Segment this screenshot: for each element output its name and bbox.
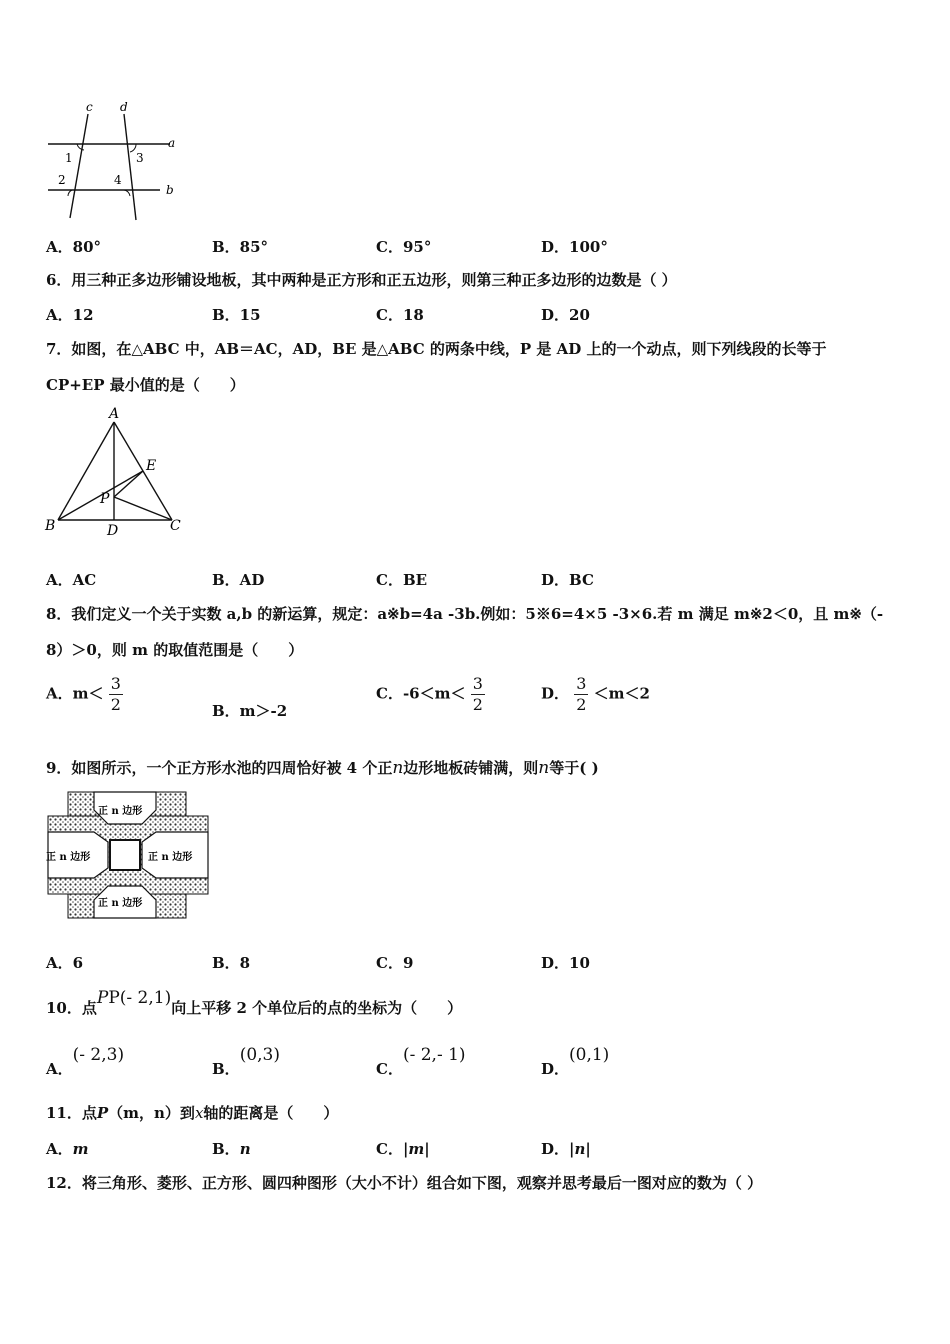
label-1: 1 [65, 151, 73, 165]
tile-label-bottom: 正 n 边形 [98, 898, 143, 909]
q6-option-c[interactable]: C．18 [376, 306, 424, 324]
label-P: P [100, 491, 110, 507]
q10-option-d[interactable]: D．(0,1) [541, 1045, 610, 1078]
label-2: 2 [58, 173, 66, 187]
q9-option-d[interactable]: D．10 [541, 954, 590, 972]
parallel-lines-figure [44, 96, 184, 226]
q9-option-c[interactable]: C．9 [376, 954, 414, 972]
q11-option-d[interactable]: D．|n| [541, 1140, 591, 1158]
label-E: E [146, 458, 157, 474]
q6-option-b[interactable]: B．15 [212, 306, 261, 324]
label-D: D [107, 523, 119, 539]
q11-option-a[interactable]: A．m [46, 1140, 89, 1158]
triangle-figure [42, 402, 192, 542]
q5-option-c[interactable]: C．95° [376, 238, 432, 256]
fraction: $\frac{3}{2}$ [110, 674, 121, 714]
q9-text: 9．如图所示，一个正方形水池的四周恰好被 4 个正n边形地板砖铺满，则n等于( ) [46, 758, 599, 778]
pool-tiling-figure [44, 788, 212, 922]
q7-option-a[interactable]: A．AC [46, 571, 97, 589]
label-3: 3 [136, 151, 144, 165]
q8-text-line1: 8．我们定义一个关于实数 a,b 的新运算，规定：a※b=4a -3b.例如：5※6=4×5 -3×6.若 m 满足 m※2＜0，且 m※（- [46, 605, 884, 623]
fraction: $\frac{3}{2}$ [472, 674, 483, 714]
q8-option-c[interactable]: C．-6＜m＜ $\frac{3}{2}$ [376, 674, 483, 714]
tile-label-top: 正 n 边形 [98, 806, 143, 817]
label-B: B [45, 518, 56, 534]
q12-text: 12．将三角形、菱形、正方形、圆四种图形（大小不计）组合如下图，观察并思考最后一图对应的数为（ ） [46, 1174, 763, 1192]
q11-option-b[interactable]: B．n [212, 1140, 251, 1158]
fraction: $\frac{3}{2}$ [576, 674, 587, 714]
q8-text-line2: 8）＞0，则 m 的取值范围是（ ） [46, 641, 304, 659]
q6-option-d[interactable]: D．20 [541, 306, 590, 324]
q5-option-a[interactable]: A．80° [46, 238, 102, 256]
q8-option-d[interactable]: D． $\frac{3}{2}$ ＜m＜2 [541, 674, 650, 714]
label-d: d [120, 100, 128, 114]
q9-option-b[interactable]: B．8 [212, 954, 251, 972]
q7-option-b[interactable]: B．AD [212, 571, 265, 589]
q8-option-a[interactable]: A．m＜ $\frac{3}{2}$ [46, 674, 121, 714]
n-variable: n [538, 758, 550, 778]
tile-label-right: 正 n 边形 [148, 852, 193, 863]
q6-text: 6．用三种正多边形铺设地板，其中两种是正方形和正五边形，则第三种正多边形的边数是（ ） [46, 271, 677, 289]
q5-option-d[interactable]: D．100° [541, 238, 608, 256]
label-A: A [109, 406, 120, 422]
tile-label-left: 正 n 边形 [46, 852, 91, 863]
q8-option-b[interactable]: B．m＞-2 [212, 702, 288, 720]
label-c: c [86, 100, 93, 114]
label-a: a [168, 136, 176, 150]
q9-option-a[interactable]: A．6 [46, 954, 84, 972]
q10-option-c[interactable]: C．(- 2,- 1) [376, 1045, 466, 1078]
q11-text: 11．点P（m，n）到x轴的距离是（ ） [46, 1104, 339, 1122]
q7-option-d[interactable]: D．BC [541, 571, 594, 589]
q10-text: 10．点PP(- 2,1)向上平移 2 个单位后的点的坐标为（ ） [46, 988, 463, 1017]
q10-option-a[interactable]: A．(- 2,3) [46, 1045, 125, 1078]
label-C: C [170, 518, 181, 534]
q6-option-a[interactable]: A．12 [46, 306, 94, 324]
q10-option-b[interactable]: B．(0,3) [212, 1045, 280, 1078]
label-b: b [166, 183, 174, 197]
q11-option-c[interactable]: C．|m| [376, 1140, 430, 1158]
point-p: PP(- 2,1) [96, 988, 172, 1008]
q7-option-c[interactable]: C．BE [376, 571, 428, 589]
q7-text-line2: CP+EP 最小值的是（ ） [46, 376, 245, 394]
q7-text-line1: 7．如图，在△ABC 中，AB＝AC，AD，BE 是△ABC 的两条中线，P 是 AD 上的一个动点，则下列线段的长等于 [46, 340, 827, 358]
label-4: 4 [114, 173, 122, 187]
n-variable: n [392, 758, 404, 778]
q5-option-b[interactable]: B．85° [212, 238, 269, 256]
point-p-coords: P(- 2,1) [108, 988, 172, 1008]
